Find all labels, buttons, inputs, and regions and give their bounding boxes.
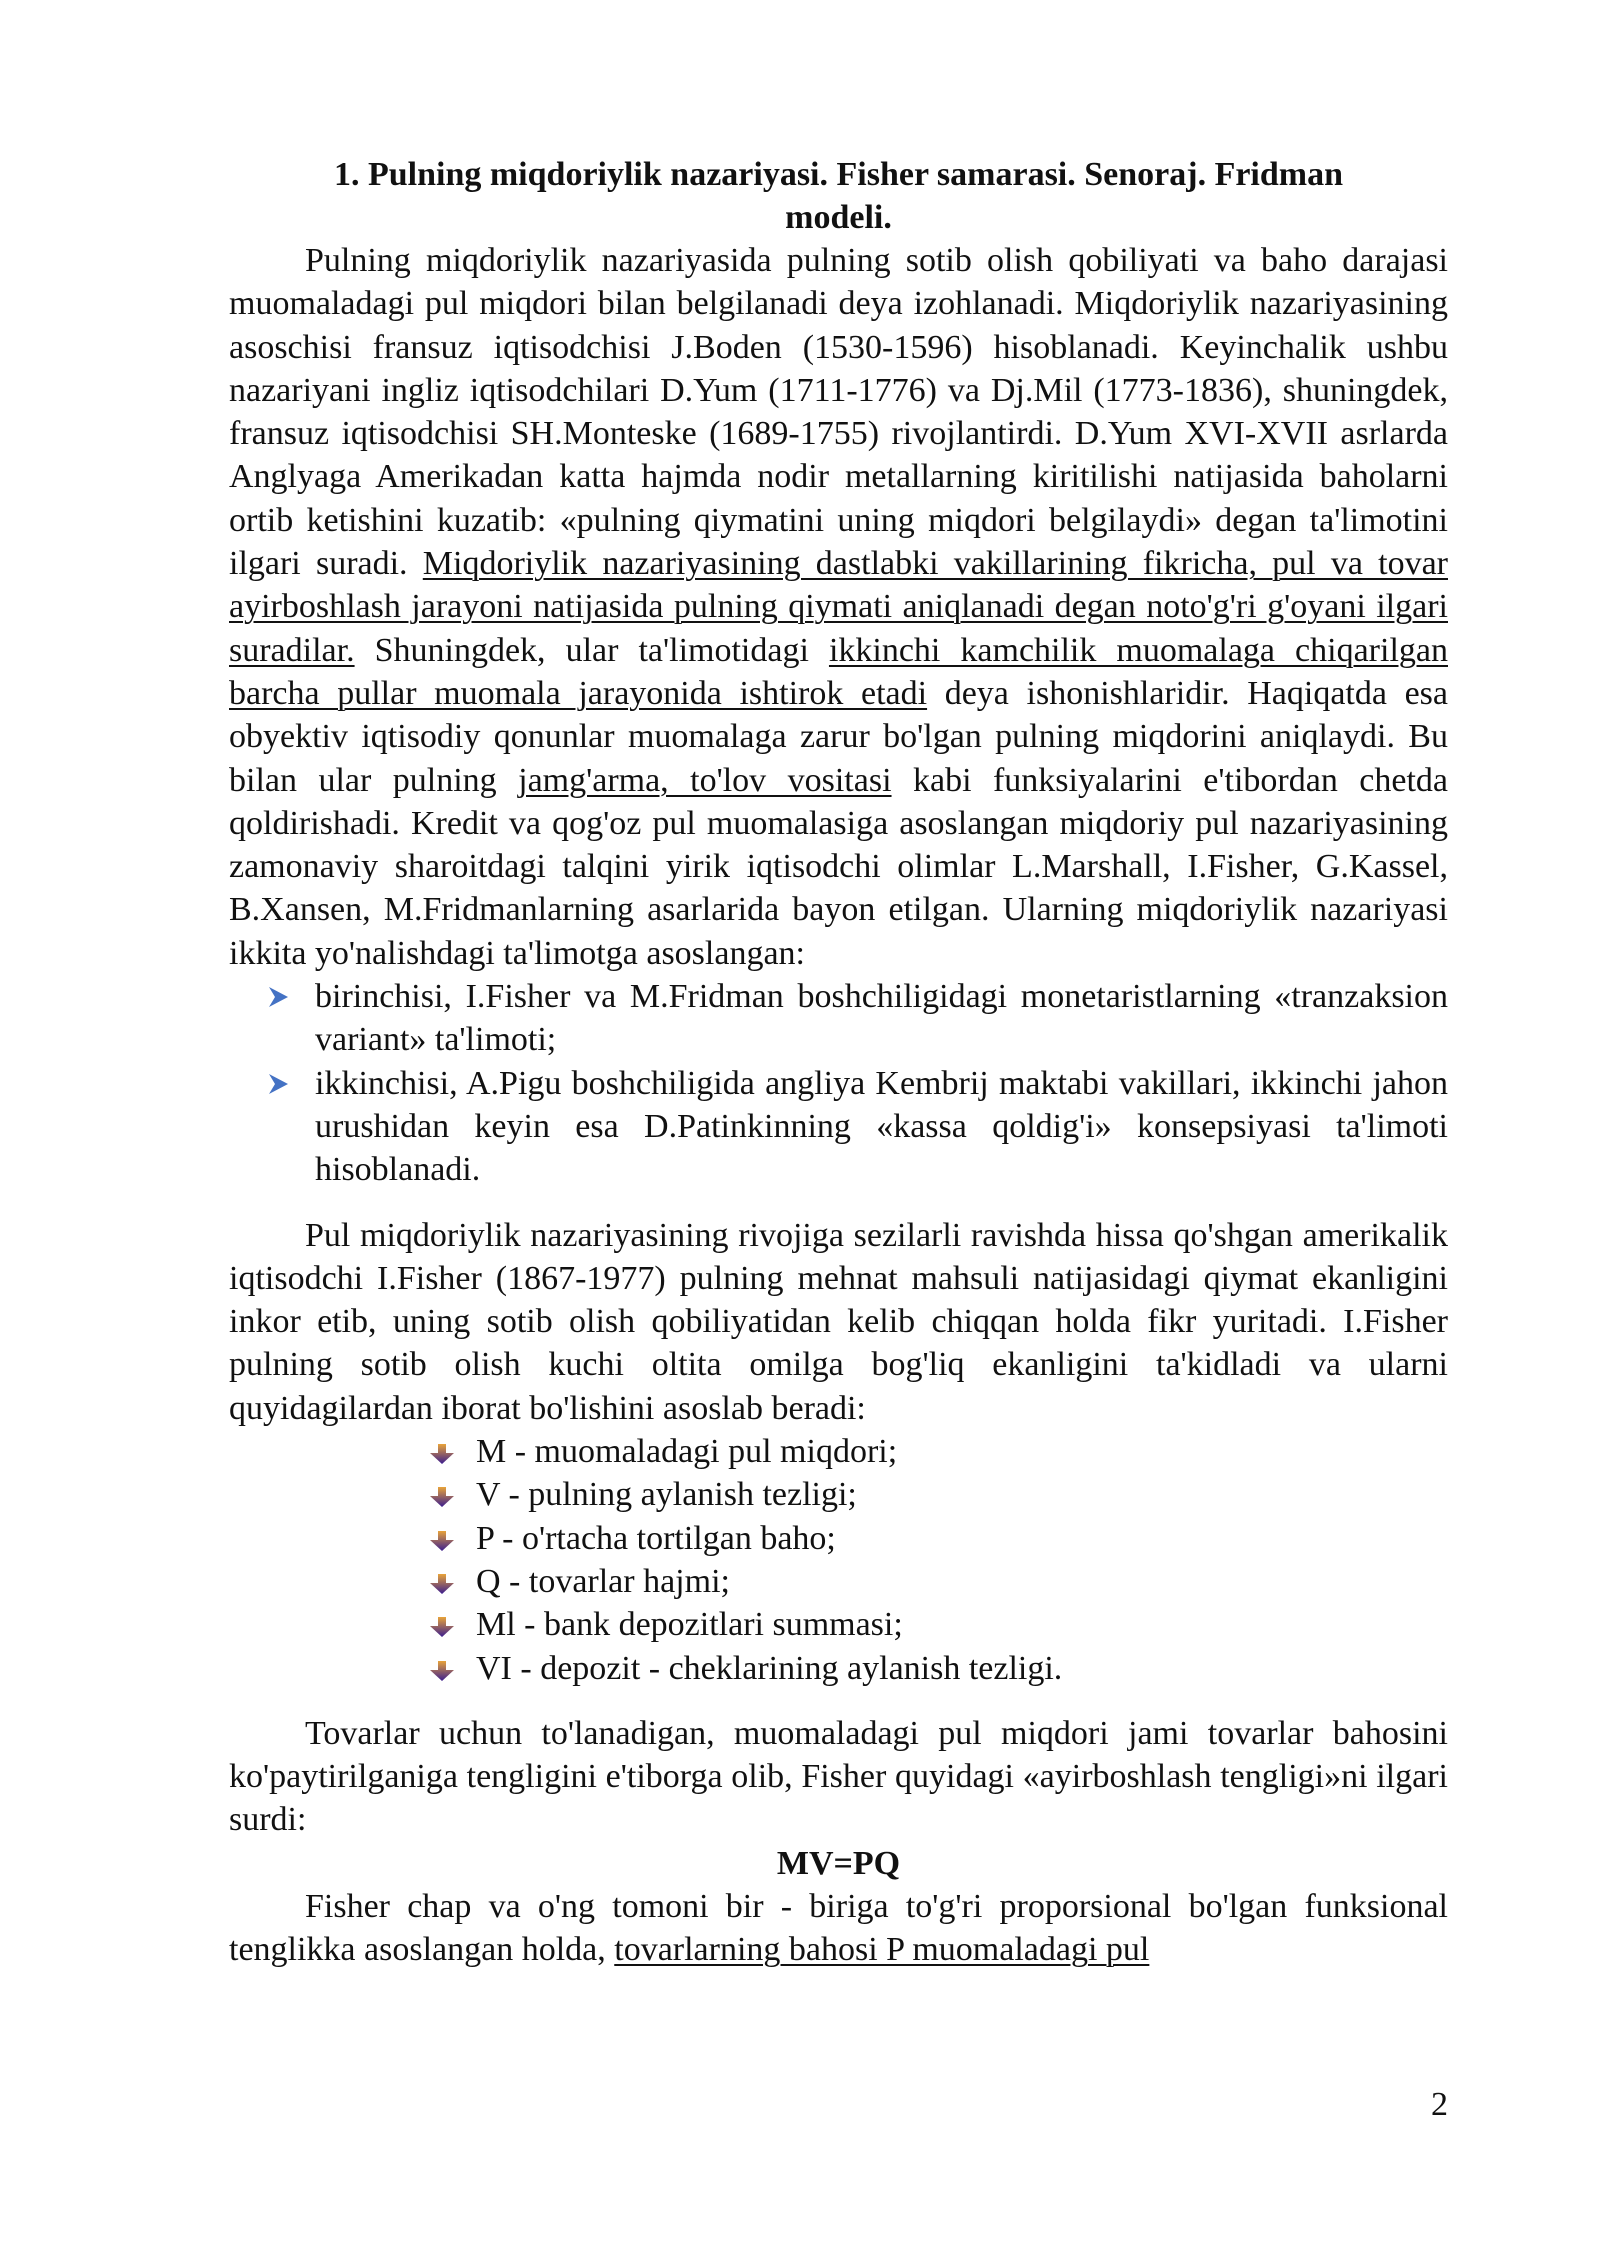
fisher-factors-list — [229, 1430, 1448, 1690]
paragraph-text: kabi funksiyalarini e'tibordan chetda qoldirishadi. Kredit va qog'oz pul muomalasiga asoslangan miqdoriy pul nazariyasining zamonaviy sharoitdagi talqini yirik iqtisodchi olimlar L.Marshall, I.Fisher, G.Kassel, B.Xansen, M.Fridmanlarning asarlarida bayon etilgan. Ularning miqdoriylik nazariyasi ikkita yo'nalishdagi ta'limotga asoslangan: — [229, 761, 1448, 972]
down-arrow-icon — [428, 1530, 456, 1552]
paragraph-text: deya ishonishlaridir. Haqiqatda esa obyektiv iqtisodiy qonunlar muomalaga zarur bo'lgan pulning miqdorini aniqlaydi. Bu bilan ular pulning — [229, 674, 1449, 799]
section-title-line-2: modeli. — [785, 199, 892, 236]
list-item — [229, 975, 1448, 1062]
list-item-text: P - o'rtacha tortilgan baho; — [476, 1519, 836, 1557]
paragraph-fisher: Pul miqdoriylik nazariyasining rivojiga sezilarli ravishda hissa qo'shgan amerikalik iqtisodchi I.Fisher (1867-1977) pulning mehnat mahsuli natijasidagi qiymat ekanligini inkor etib, uning sotib olish qobiliyatidan kelib chiqqan holda fikr yuritadi. I.Fisher pulning sotib olish kuchi oltita omilga bog'liq ekanligini ta'kidladi va ularni quyidagilardan iborat bo'lishini asoslab beradi: — [229, 1216, 1448, 1427]
underlined-text: tovarlarning bahosi P muomaladagi pul — [614, 1931, 1150, 1969]
list-item — [428, 1473, 1448, 1516]
list-item — [428, 1517, 1448, 1560]
down-arrow-icon — [428, 1443, 456, 1465]
list-item-text: Ml - bank depozitlari summasi; — [476, 1606, 903, 1644]
page-number: 2 — [1431, 2086, 1448, 2123]
paragraph-exchange-equation: Tovarlar uchun to'lanadigan, muomaladagi pul miqdori jami tovarlar bahosini ko'paytirilganiga tengligini e'tiborga olib, Fisher quyidagi «ayirboshlash tengligi»ni ilgari surdi: — [229, 1714, 1448, 1839]
section-title-line-1: 1. Pulning miqdoriylik nazariyasi. Fisher samarasi. Senoraj. Fridman — [333, 156, 1344, 193]
list-item-text: V - pulning aylanish tezligi; — [476, 1476, 857, 1514]
list-item — [428, 1560, 1448, 1603]
exchange-formula: MV=PQ — [776, 1844, 901, 1882]
paragraph-text: Fisher chap va o'ng tomoni bir - biriga to'g'ri proporsional bo'lgan funksional tenglikka asoslangan holda, — [229, 1887, 1448, 1969]
down-arrow-icon — [428, 1616, 456, 1638]
list-item — [428, 1430, 1448, 1473]
down-arrow-icon — [428, 1486, 456, 1508]
directions-list — [229, 975, 1448, 1191]
down-arrow-icon — [428, 1660, 456, 1682]
paragraph-text: Shuningdek, ular ta'limotidagi — [354, 631, 829, 669]
paragraph-text: Pulning miqdoriylik nazariyasida pulning sotib olish qobiliyati va baho darajasi muomaladagi pul miqdori bilan belgilanadi deya izohlanadi. Miqdoriylik nazariyasining asoschisi fransuz iqtisodchisi J.Boden (1530-1596) hisoblanadi. Keyinchalik ushbu nazariyani ingliz iqtisodchilari D.Yum (1711-1776) va Dj.Mil (1773-1836), shuningdek, fransuz iqtisodchisi SH.Monteske (1689-1755) rivojlantirdi. D.Yum XVI-XVII asrlarda Anglyaga Amerikadan katta hajmda nodir metallarning kiritilishi natijasida baholarni ortib ketishini kuzatib: «pulning qiymatini uning miqdori belgilaydi» degan ta'limotini ilgari suradi. — [229, 242, 1448, 583]
underlined-text: ikkinchi kamchilik muomalaga chiqarilgan barcha pullar muomala jarayonida ishtirok etadi — [229, 631, 1448, 712]
page-content — [229, 153, 1448, 1972]
list-item — [428, 1647, 1448, 1690]
list-item — [428, 1603, 1448, 1646]
list-item-text: Q - tovarlar hajmi; — [476, 1562, 730, 1600]
paragraph-proportionality — [229, 1885, 1448, 1972]
right-arrowhead-icon — [267, 986, 289, 1008]
paragraph-quantity-theory — [229, 239, 1448, 975]
underlined-text: Miqdoriylik nazariyasining dastlabki vakillarining fikricha, pul va tovar ayirboshlash jarayoni natijasida pulning qiymati aniqlanadi degan noto'g'ri g'oyani ilgari suradilar. — [229, 545, 1448, 669]
list-item — [229, 1062, 1448, 1192]
underlined-text: jamg'arma, to'lov vositasi — [518, 761, 892, 799]
down-arrow-icon — [428, 1573, 456, 1595]
list-item-text: M - muomaladagi pul miqdori; — [476, 1433, 898, 1471]
right-arrowhead-icon — [267, 1073, 289, 1095]
list-item-text: birinchisi, I.Fisher va M.Fridman boshchiligidagi monetaristlarning «tranzaksion variant» ta'limoti; — [315, 978, 1448, 1059]
list-item-text: ikkinchisi, A.Pigu boshchiligida angliya Kembrij maktabi vakillari, ikkinchi jahon urushidan keyin esa D.Patinkinning «kassa qoldig'i» konsepsiyasi ta'limoti hisoblanadi. — [315, 1064, 1448, 1189]
section-title — [229, 153, 1448, 239]
list-item-text: VI - depozit - cheklarining aylanish tezligi. — [476, 1649, 1063, 1687]
